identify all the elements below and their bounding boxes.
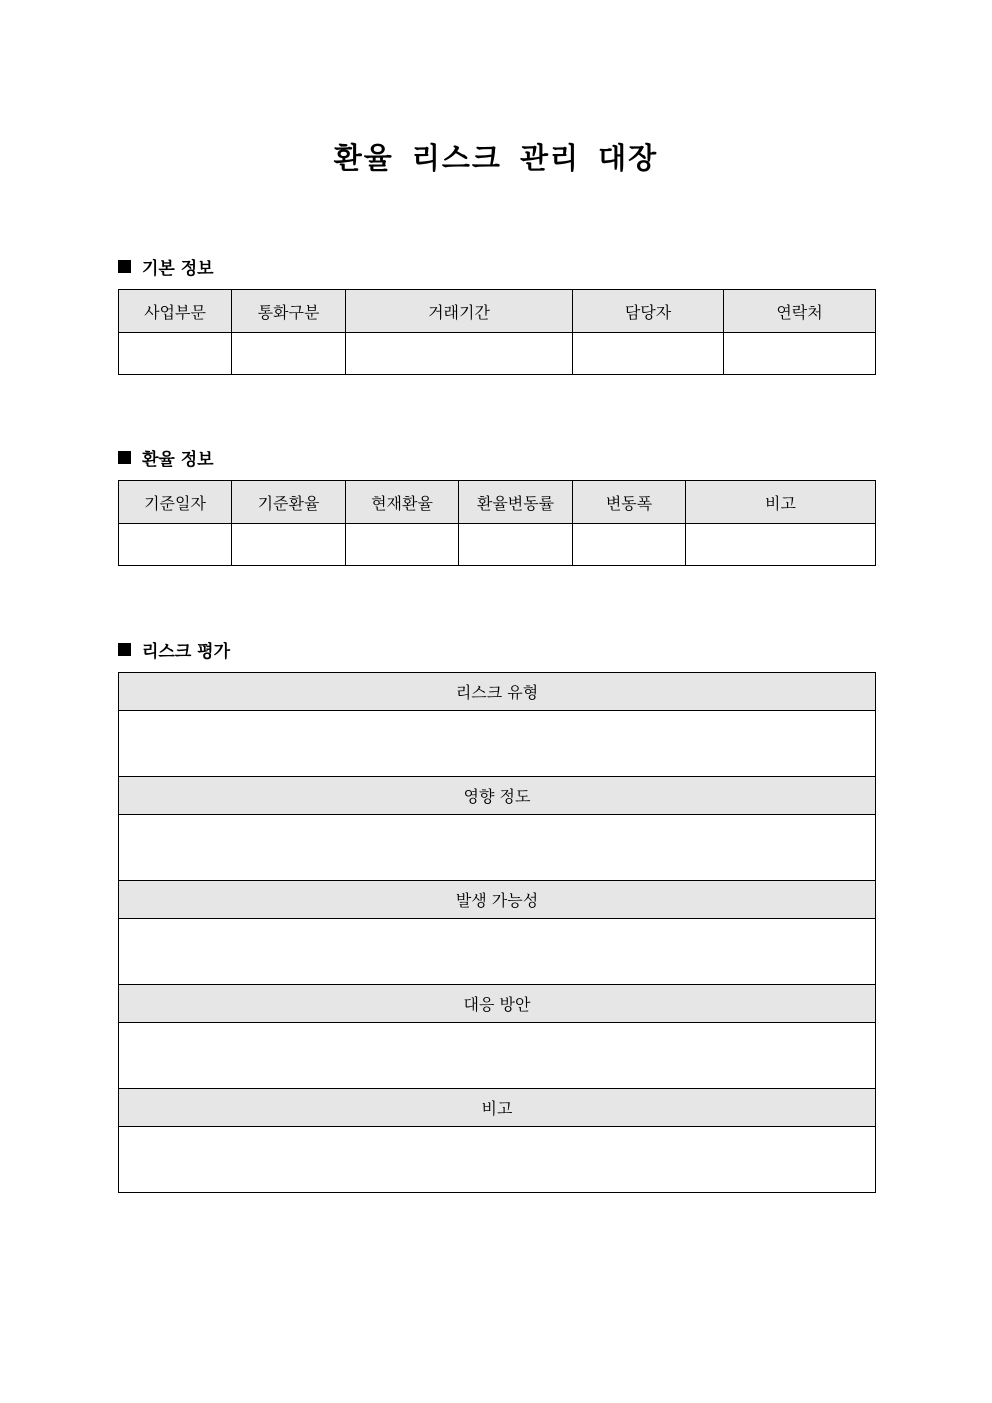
likelihood-header: 발생 가능성 [119, 881, 876, 919]
response-plan-header: 대응 방안 [119, 985, 876, 1023]
header-cell: 기준일자 [119, 481, 232, 524]
section-heading-risk [118, 637, 230, 662]
table-row [119, 333, 876, 375]
section-heading-basic [118, 254, 214, 279]
input-cell[interactable] [459, 524, 573, 566]
header-cell: 사업부문 [119, 290, 232, 333]
impact-level-input[interactable] [119, 815, 876, 881]
input-cell[interactable] [232, 524, 346, 566]
header-cell: 비고 [686, 481, 876, 524]
input-cell[interactable] [724, 333, 876, 375]
remarks-input[interactable] [119, 1127, 876, 1193]
table-header-row [119, 481, 876, 524]
table-row [119, 524, 876, 566]
risk-type-header: 리스크 유형 [119, 673, 876, 711]
input-cell[interactable] [573, 333, 724, 375]
header-cell: 통화구분 [232, 290, 346, 333]
table-header-row [119, 290, 876, 333]
likelihood-input[interactable] [119, 919, 876, 985]
remarks-header: 비고 [119, 1089, 876, 1127]
square-bullet-icon [118, 260, 131, 273]
input-cell[interactable] [573, 524, 686, 566]
risk-assessment-table [118, 672, 876, 1193]
fx-info-table [118, 480, 876, 566]
section-heading-fx [118, 445, 214, 470]
risk-type-input[interactable] [119, 711, 876, 777]
response-plan-input[interactable] [119, 1023, 876, 1089]
input-cell[interactable] [346, 333, 573, 375]
basic-info-table [118, 289, 876, 375]
input-cell[interactable] [346, 524, 459, 566]
input-cell[interactable] [119, 333, 232, 375]
header-cell: 담당자 [573, 290, 724, 333]
section-heading-fx-label: 환율 정보 [142, 450, 214, 470]
section-heading-risk-label: 리스크 평가 [142, 642, 231, 662]
header-cell: 거래기간 [346, 290, 573, 333]
header-cell: 기준환율 [232, 481, 346, 524]
section-heading-basic-label: 기본 정보 [142, 259, 214, 279]
header-cell: 환율변동률 [459, 481, 573, 524]
square-bullet-icon [118, 643, 131, 656]
input-cell[interactable] [232, 333, 346, 375]
impact-level-header: 영향 정도 [119, 777, 876, 815]
header-cell: 연락처 [724, 290, 876, 333]
input-cell[interactable] [119, 524, 232, 566]
square-bullet-icon [118, 451, 131, 464]
header-cell: 변동폭 [573, 481, 686, 524]
input-cell[interactable] [686, 524, 876, 566]
header-cell: 현재환율 [346, 481, 459, 524]
page-title: 환율 리스크 관리 대장 [333, 141, 659, 175]
